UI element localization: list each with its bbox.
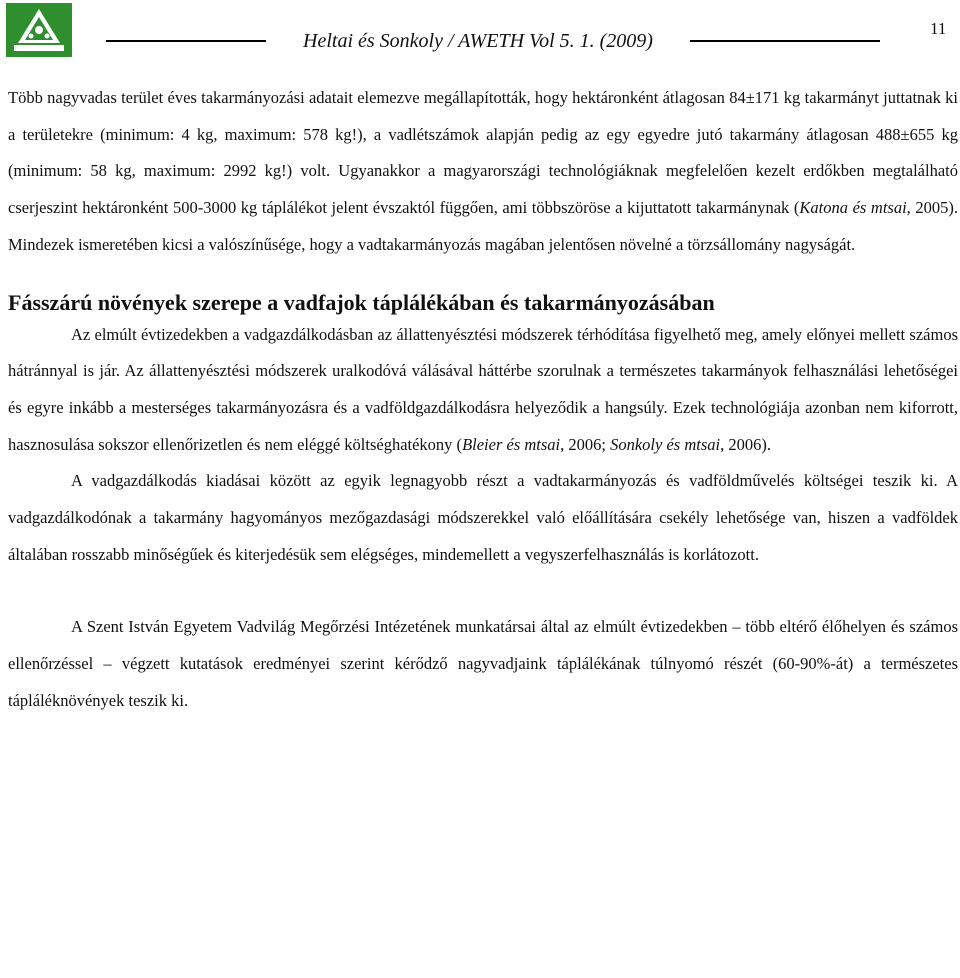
citation-katona: Katona és mtsai,: [799, 198, 911, 218]
page-number: 11: [930, 19, 947, 38]
citation-bleier: Bleier és mtsai: [462, 434, 561, 454]
header-rule-left: [106, 40, 266, 42]
paragraph-szie-kutatasok: [8, 609, 958, 719]
page-header: [0, 0, 960, 70]
paragraph-text-continued: 2005). Mindezek ismeretében kicsi a valószínűsége, hogy a vadtakarmányozás magában jelentősen növelné a törzsállomány nagyságát.: [8, 198, 959, 254]
paragraph-takarmanyozas: [8, 80, 958, 264]
citation-year: , 2006).: [720, 434, 771, 454]
paragraph-text: A Szent István Egyetem Vadvilág Megőrzési Intézetének munkatársai által az elmúlt évtizedekben – több eltérő élőhelyen és számos ellenőrzéssel – végzett kutatások eredményei szerint kérődző nagyvadjaink táplálékának túlnyomó részét (60-90%-át) a természetes tápláléknövények teszik ki.: [8, 617, 958, 710]
header-rule-right: [690, 40, 880, 42]
article-body: [8, 80, 958, 720]
paragraph-kiadasok: [8, 463, 958, 573]
citation-separator: , 2006;: [560, 434, 611, 454]
paragraph-text: Több nagyvadas terület éves takarmányozási adatait elemezve megállapították, hogy hektáronként átlagosan 84±171 kg takarmányt juttatnak ki a területekre (minimum: 4 kg, maximum: 578 kg!), a vadlétszámok alapján pedig az egy egyedre jutó takarmány átlagosan 488±655 kg (minimum: 58 kg, maximum: 2992 kg!) volt. Ugyanakkor a magyarországi technológiáknak megfelelően kezelt erdőkben megtalálható cserjeszint hektáronként 500-3000 kg táplálékot jelent évszaktól függően, ami többszöröse a kijuttatott takarmánynak (: [8, 88, 958, 218]
journal-header-title: Heltai és Sonkoly / AWETH Vol 5. 1. (2009): [303, 30, 653, 52]
paragraph-text: Az elmúlt évtizedekben a vadgazdálkodásban az állattenyésztési módszerek térhódítása figyelhető meg, amely előnyei mellett számos hátránnyal is jár. Az állattenyésztési módszerek uralkodóvá válásával háttérbe szorulnak a természetes takarmányok felhasználási lehetőségei és egyre inkább a mesterséges takarmányozásra és a vadföldgazdálkodásra helyeződik a hangsúly. Ezek technológiája azonban nem kiforrott, hasznosulása sokszor ellenőrizetlen és nem eléggé költséghatékony (: [8, 324, 958, 454]
aweth-logo-icon: [6, 3, 72, 57]
paragraph-gap: [8, 573, 958, 609]
citation-sonkoly: Sonkoly és mtsai: [610, 434, 721, 454]
paragraph-text: A vadgazdálkodás kiadásai között az egyik legnagyobb részt a vadtakarmányozás és vadföldművelés költségei teszik ki. A vadgazdálkodónak a takarmány hagyományos mezőgazdasági módszerekkel való előállítására csekély lehetősége van, hiszen a vadföldek általában rosszabb minőségűek és kiterjedésük sem elégséges, mindemellett a vegyszerfelhasználás is korlátozott.: [8, 471, 958, 564]
section-heading: Fásszárú növények szerepe a vadfajok táplálékában és takarmányozásában: [8, 289, 715, 315]
paragraph-allattenyesztes: [8, 317, 958, 464]
